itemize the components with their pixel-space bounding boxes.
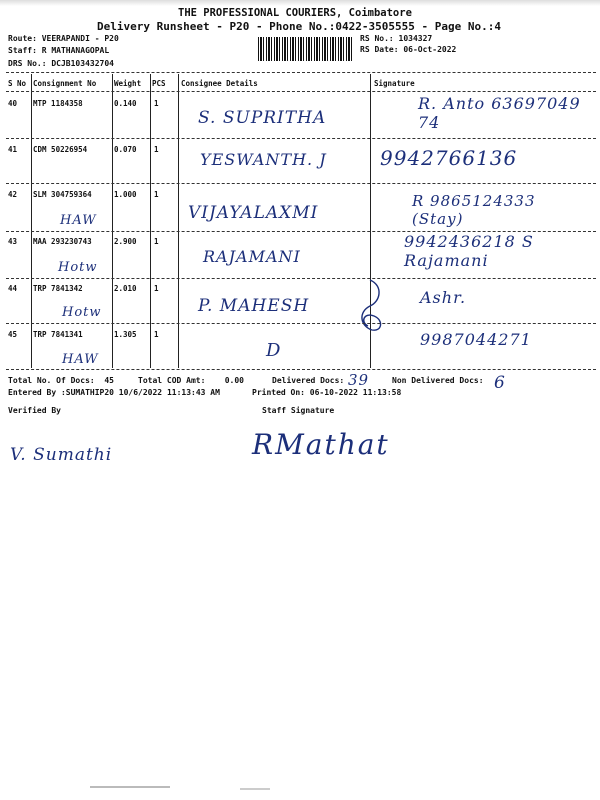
row-consignee-handwritten: VIJAYALAXMI	[188, 203, 319, 223]
row-weight: 1.000	[114, 190, 137, 199]
row-signature-handwritten: 9942766136	[380, 146, 518, 170]
row-rule	[6, 138, 596, 139]
signature-scribble	[350, 276, 390, 336]
row-sno: 43	[8, 237, 18, 246]
row-signature-handwritten: R. Anto 63697049 74	[418, 94, 581, 132]
runsheet-title: Delivery Runsheet - P20 - Phone No.:0422-3505555 - Page No.:4	[97, 20, 501, 33]
row-consignment: CDM 50226954	[33, 145, 88, 154]
row-pcs: 1	[154, 145, 159, 154]
col-header-signature: Signature	[374, 79, 415, 88]
row-weight: 2.010	[114, 284, 137, 293]
row-weight: 0.070	[114, 145, 137, 154]
drs-text: DRS No.: DCJB103432704	[8, 59, 114, 68]
row-pcs: 1	[154, 190, 159, 199]
row-pcs: 1	[154, 237, 159, 246]
scan-edge	[0, 0, 600, 6]
row-signature-handwritten: R 9865124333 (Stay)	[412, 192, 536, 228]
row-signature-handwritten: 9987044271	[420, 330, 532, 349]
total-cod: Total COD Amt: 0.00	[138, 376, 244, 385]
col-header-pcs: PCS	[152, 79, 166, 88]
col-header-sno: S No	[8, 79, 27, 88]
row-signature-handwritten: 9942436218 S Rajamani	[404, 232, 534, 270]
row-consignee-handwritten: D	[266, 340, 282, 361]
delivered-value: 39	[348, 371, 370, 389]
row-sno: 44	[8, 284, 18, 293]
row-weight: 0.140	[114, 99, 137, 108]
row-pcs: 1	[154, 99, 159, 108]
staff-text: Staff: R MATHANAGOPAL	[8, 46, 110, 55]
staff-signature-label: Staff Signature	[262, 406, 335, 415]
row-weight: 1.305	[114, 330, 137, 339]
row-handwritten-mark: HAW	[60, 213, 97, 228]
rs-date: RS Date: 06-Oct-2022	[360, 45, 457, 54]
barcode	[258, 37, 354, 61]
rs-no: RS No.: 1034327	[360, 34, 433, 43]
header-top-rule	[6, 72, 596, 73]
row-pcs: 1	[154, 284, 159, 293]
row-rule	[6, 323, 596, 324]
table-bottom-rule	[6, 369, 596, 370]
non-delivered-value: 6	[494, 373, 506, 393]
col-header-consignee: Consignee Details	[181, 79, 258, 88]
row-weight: 2.900	[114, 237, 137, 246]
verified-by-label: Verified By	[8, 406, 61, 415]
row-handwritten-mark: Hotw	[58, 260, 98, 275]
verifier-signature: V. Sumathi	[10, 445, 113, 465]
row-consignment: SLM 304759364	[33, 190, 92, 199]
delivered-label: Delivered Docs:	[272, 376, 345, 385]
company-title: THE PROFESSIONAL COURIERS, Coimbatore	[178, 7, 412, 19]
row-sno: 42	[8, 190, 18, 199]
non-delivered-label: Non Delivered Docs:	[392, 376, 484, 385]
row-handwritten-mark: Hotw	[62, 305, 102, 320]
row-rule	[6, 183, 596, 184]
row-consignee-handwritten: S. SUPRITHA	[198, 108, 327, 128]
row-consignment: TRP 7841341	[33, 330, 83, 339]
staff-signature: RMathat	[252, 428, 390, 461]
row-consignment: MAA 293230743	[33, 237, 92, 246]
row-consignee-handwritten: P. MAHESH	[198, 296, 310, 316]
route-text: Route: VEERAPANDI - P20	[8, 34, 119, 43]
scan-artifact	[90, 786, 170, 788]
row-consignment: TRP 7841342	[33, 284, 83, 293]
row-handwritten-mark: HAW	[62, 352, 99, 367]
row-sno: 45	[8, 330, 18, 339]
printed-on: Printed On: 06-10-2022 11:13:58	[252, 388, 402, 397]
row-consignee-handwritten: RAJAMANI	[203, 247, 301, 266]
row-consignment: MTP 1184358	[33, 99, 83, 108]
row-pcs: 1	[154, 330, 159, 339]
row-sno: 41	[8, 145, 18, 154]
col-header-consignment: Consignment No	[33, 79, 97, 88]
header-bottom-rule	[6, 91, 596, 92]
total-docs: Total No. Of Docs: 45	[8, 376, 114, 385]
row-consignee-handwritten: YESWANTH. J	[200, 150, 327, 169]
col-header-weight: Weight	[114, 79, 142, 88]
entered-by: Entered By :SUMATHIP20 10/6/2022 11:13:43 AM	[8, 388, 220, 397]
scan-artifact	[240, 788, 270, 790]
row-sno: 40	[8, 99, 18, 108]
row-rule	[6, 278, 596, 279]
row-signature-handwritten: Ashr.	[420, 288, 467, 307]
